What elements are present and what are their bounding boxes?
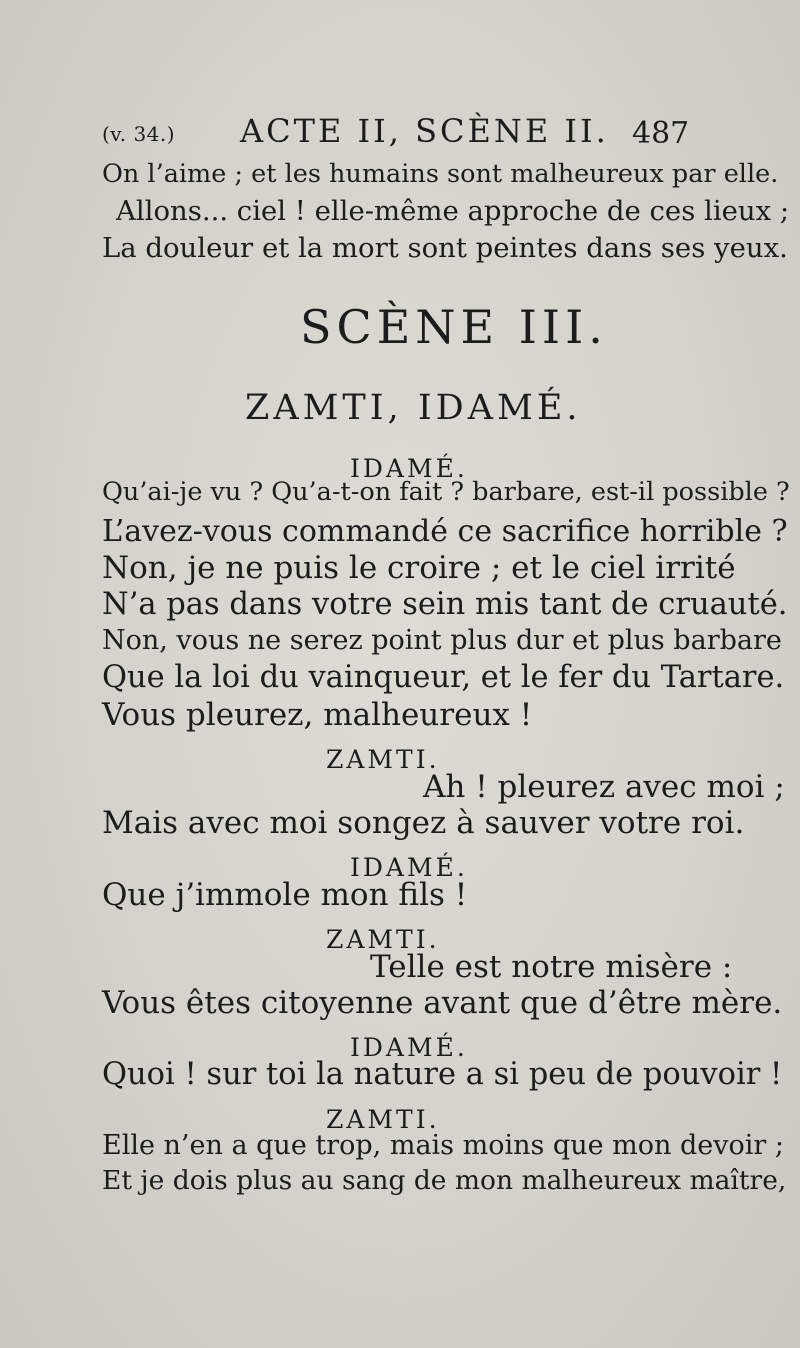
running-title: ACTE II, SCÈNE II. [240, 112, 609, 150]
verse-line: Elle n’en a que trop, mais moins que mon devoir ; [102, 1130, 784, 1161]
speaker-name: IDAMÉ. [350, 853, 468, 882]
speaker-name: IDAMÉ. [350, 454, 468, 483]
scene-title: SCÈNE III. [300, 300, 608, 354]
verse-line: Mais avec moi songez à sauver votre roi. [102, 805, 745, 841]
verse-reference: (v. 34.) [102, 122, 176, 146]
speaker-name: ZAMTI. [326, 745, 440, 774]
verse-line: Vous êtes citoyenne avant que d’être mère. [102, 985, 783, 1021]
page-number: 487 [632, 116, 690, 151]
verse-line: Vous pleurez, malheureux ! [102, 697, 533, 733]
verse-line: On l’aime ; et les humains sont malheureux par elle. [102, 159, 779, 189]
verse-line: Qu’ai-je vu ? Qu’a-t-on fait ? barbare, est-il possible ? [102, 477, 790, 507]
verse-line: Que j’immole mon fils ! [102, 877, 468, 913]
verse-line: Ah ! pleurez avec moi ; [423, 769, 785, 805]
speaker-name: IDAMÉ. [350, 1033, 468, 1062]
verse-line: Allons... ciel ! elle-même approche de ces lieux ; [116, 195, 790, 227]
verse-line: Telle est notre misère : [370, 949, 733, 985]
verse-line: Non, je ne puis le croire ; et le ciel irrité [102, 550, 736, 586]
speaker-name: ZAMTI. [326, 925, 440, 954]
verse-line: La douleur et la mort sont peintes dans ses yeux. [102, 232, 788, 264]
verse-line: Que la loi du vainqueur, et le fer du Tartare. [102, 660, 785, 695]
verse-line: Et je dois plus au sang de mon malheureux maître, [102, 1165, 787, 1196]
verse-line: Non, vous ne serez point plus dur et plus barbare [102, 625, 782, 656]
verse-line: N’a pas dans votre sein mis tant de cruauté. [102, 587, 788, 622]
scene-characters: ZAMTI, IDAMÉ. [245, 388, 582, 428]
speaker-name: ZAMTI. [326, 1105, 440, 1134]
verse-line: L’avez-vous commandé ce sacrifice horrible ? [102, 514, 788, 549]
verse-line: Quoi ! sur toi la nature a si peu de pouvoir ! [102, 1057, 783, 1092]
